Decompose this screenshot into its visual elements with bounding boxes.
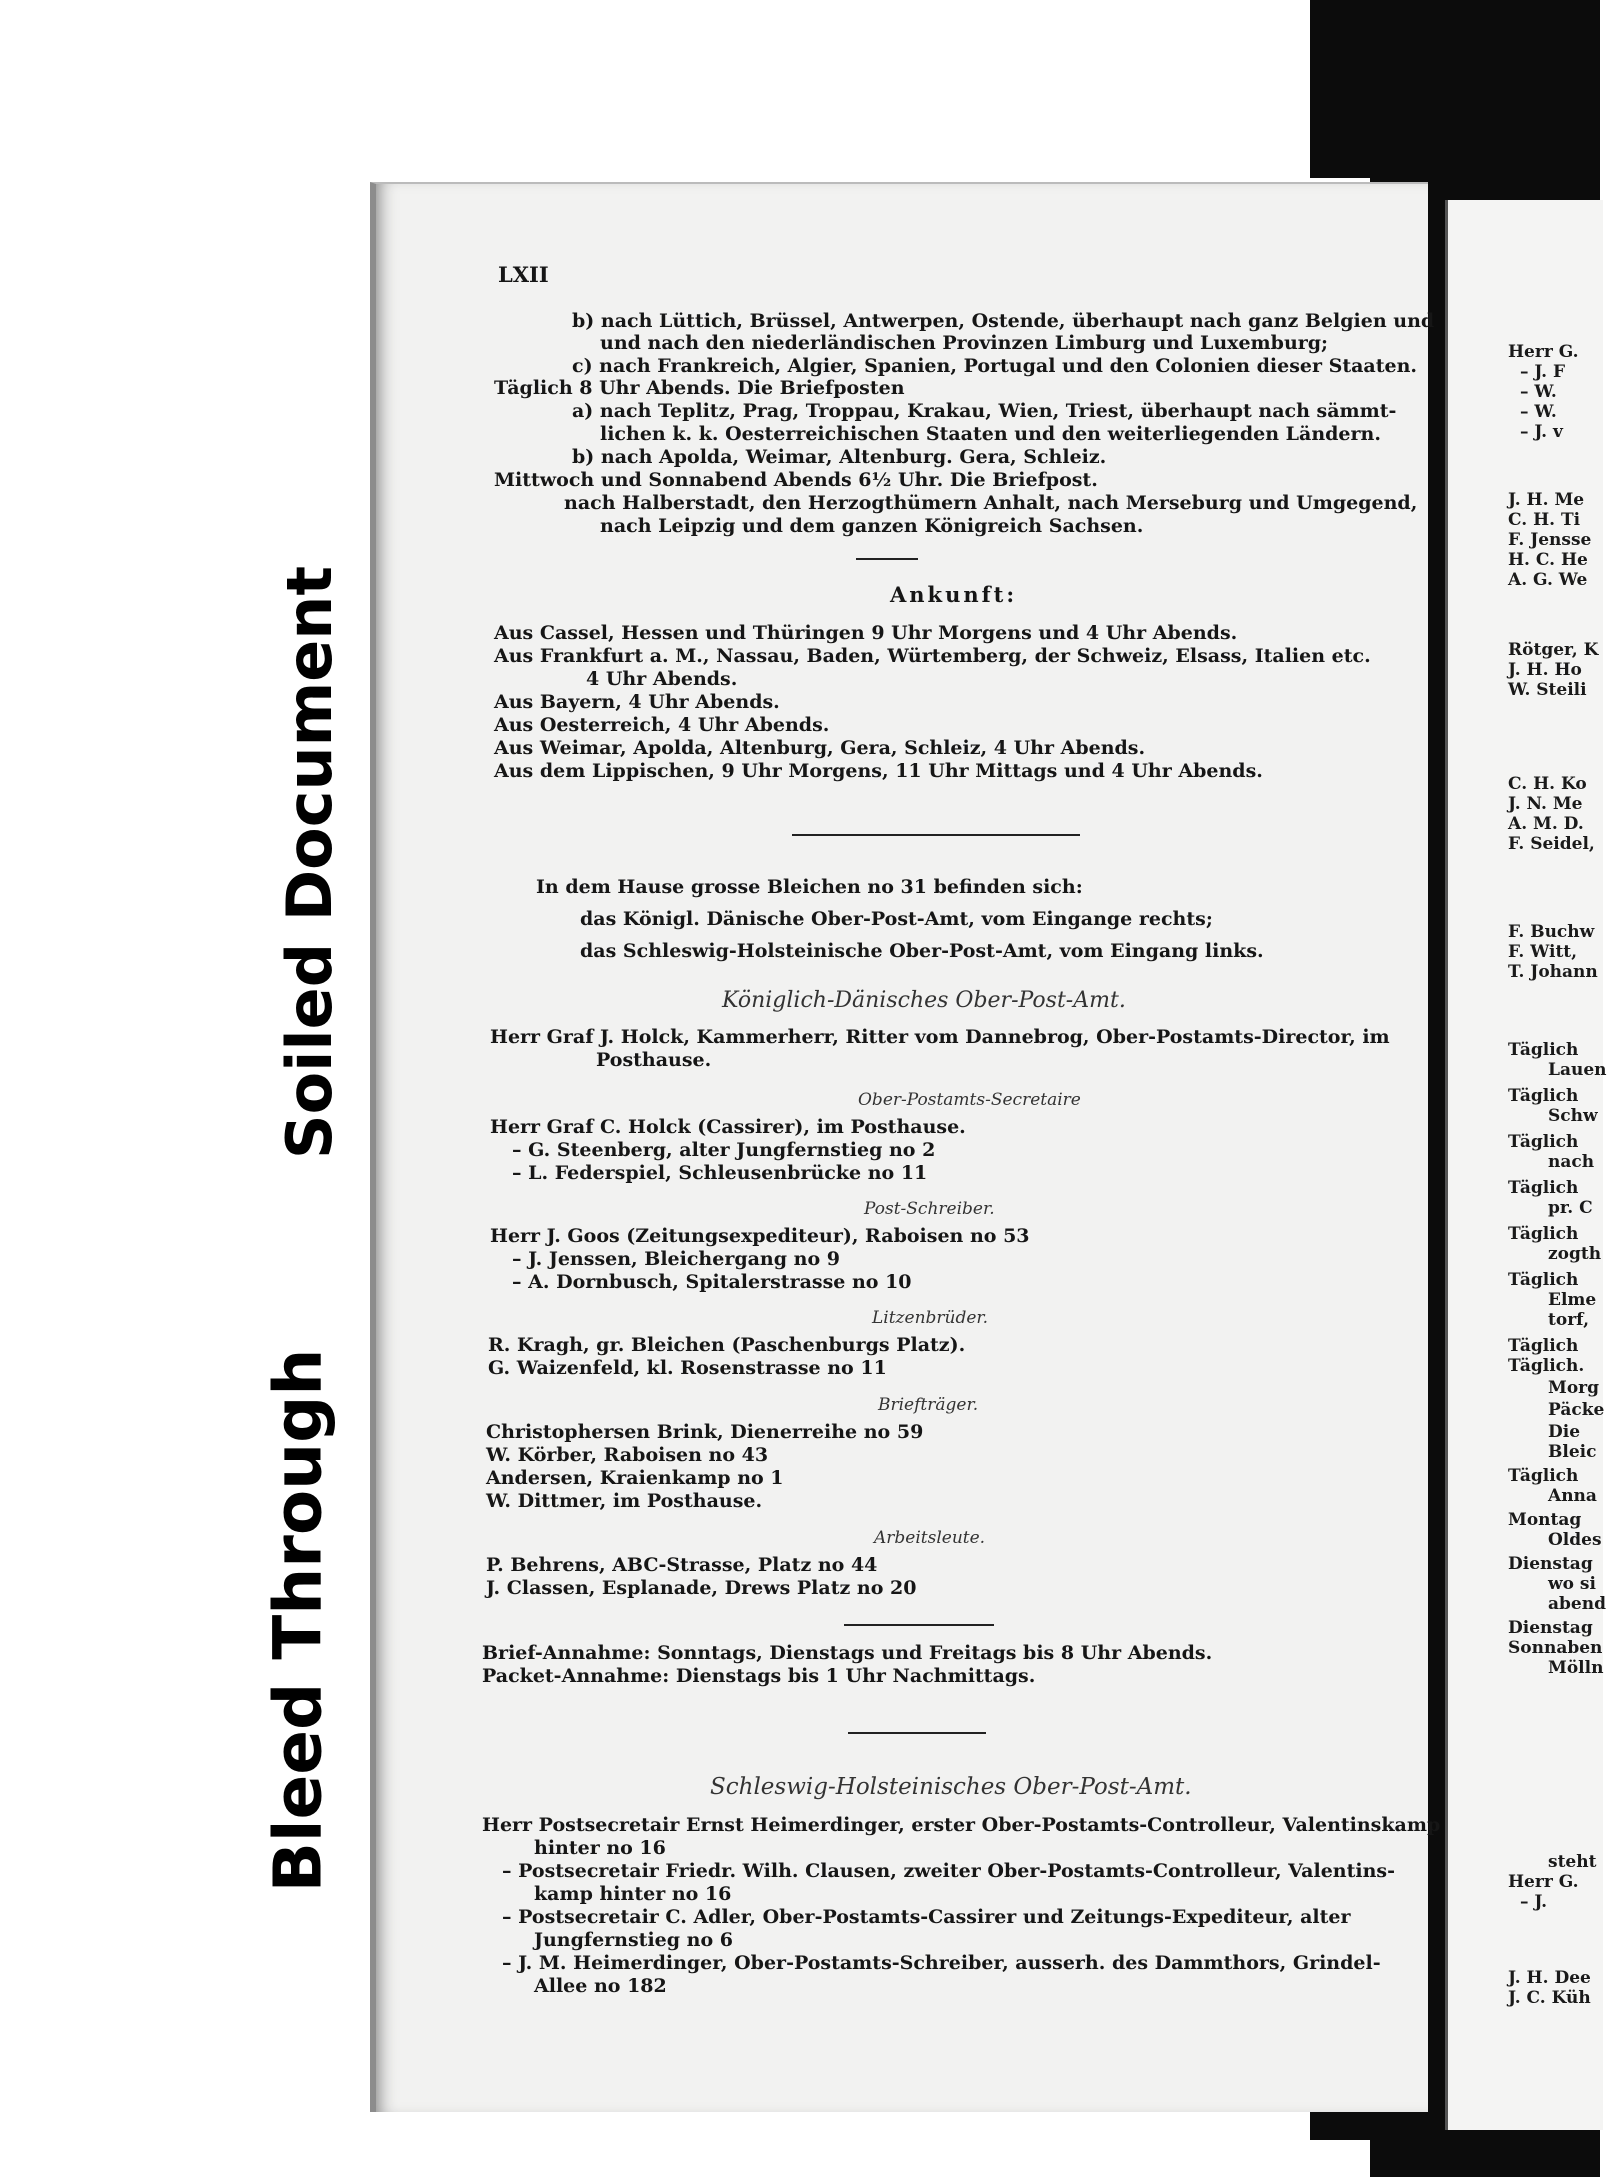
arrival-line: Aus Cassel, Hessen und Thüringen 9 Uhr Morgens und 4 Uhr Abends.: [494, 622, 1238, 644]
adjacent-page-line: Täglich: [1508, 1086, 1579, 1106]
adjacent-page-line: abend: [1548, 1594, 1606, 1614]
text-line: c) nach Frankreich, Algier, Spanien, Portugal und den Colonien dieser Staaten.: [572, 355, 1418, 377]
adjacent-page-line: Morg: [1548, 1378, 1599, 1398]
adjacent-page: [1445, 200, 1607, 2130]
staff-line: Herr Graf C. Holck (Cassirer), im Posthause.: [490, 1116, 966, 1138]
text-line: a) nach Teplitz, Prag, Troppau, Krakau, Wien, Triest, überhaupt nach sämmt-: [572, 400, 1397, 422]
staff-line: W. Dittmer, im Posthause.: [486, 1490, 763, 1512]
adjacent-page-line: Elme: [1548, 1290, 1597, 1310]
label-text: Bleed Through: [259, 1348, 337, 1892]
staff-line: – A. Dornbusch, Spitalerstrasse no 10: [512, 1271, 912, 1293]
arrival-line: Aus Weimar, Apolda, Altenburg, Gera, Schleiz, 4 Uhr Abends.: [494, 737, 1146, 759]
staff-line: W. Körber, Raboisen no 43: [486, 1444, 769, 1466]
adjacent-page-line: wo si: [1548, 1574, 1596, 1594]
adjacent-page-line: Herr G.: [1508, 1872, 1579, 1892]
divider: [848, 1732, 986, 1734]
staff-line: P. Behrens, ABC-Strasse, Platz no 44: [486, 1554, 878, 1576]
adjacent-page-line: J. C. Küh: [1508, 1988, 1591, 2008]
section-title-danish: Königlich-Dänisches Ober-Post-Amt.: [722, 988, 1126, 1013]
adjacent-page-line: F. Witt,: [1508, 942, 1578, 962]
text-line: b) nach Lüttich, Brüssel, Antwerpen, Ostende, überhaupt nach ganz Belgien und: [572, 310, 1435, 332]
staff-line: Herr J. Goos (Zeitungsexpediteur), Raboisen no 53: [490, 1225, 1030, 1247]
arrival-line: Aus dem Lippischen, 9 Uhr Morgens, 11 Uhr Mittags und 4 Uhr Abends.: [494, 760, 1263, 782]
adjacent-page-line: – W.: [1520, 402, 1557, 422]
adjacent-page-line: J. H. Dee: [1508, 1968, 1591, 1988]
arrival-line: Aus Oesterreich, 4 Uhr Abends.: [494, 714, 830, 736]
subsection-title: Post-Schreiber.: [864, 1199, 995, 1219]
staff-line: Christophersen Brink, Dienerreihe no 59: [486, 1421, 924, 1443]
adjacent-page-line: – J. F: [1520, 362, 1566, 382]
adjacent-page-line: Schw: [1548, 1106, 1598, 1126]
adjacent-page-line: Täglich: [1508, 1132, 1579, 1152]
divider: [792, 834, 1080, 836]
adjacent-page-line: – W.: [1520, 382, 1557, 402]
adjacent-page-line: T. Johann: [1508, 962, 1598, 982]
staff-line: kamp hinter no 16: [534, 1883, 732, 1905]
adjacent-page-line: J. N. Me: [1508, 794, 1583, 814]
subsection-title: Briefträger.: [878, 1395, 979, 1415]
director-line: Posthause.: [596, 1049, 712, 1071]
arrival-line: 4 Uhr Abends.: [586, 668, 738, 690]
adjacent-page-line: Montag: [1508, 1510, 1582, 1530]
staff-line: hinter no 16: [534, 1837, 666, 1859]
adjacent-page-line: J. H. Ho: [1508, 660, 1582, 680]
adjacent-page-line: Päcke: [1548, 1400, 1605, 1420]
adjacent-page-line: A. G. We: [1508, 570, 1588, 590]
staff-line: Andersen, Kraienkamp no 1: [486, 1467, 784, 1489]
adjacent-page-line: Rötger, K: [1508, 640, 1599, 660]
adjacent-page-line: Die: [1548, 1422, 1581, 1442]
staff-line: – J. Jenssen, Bleichergang no 9: [512, 1248, 840, 1270]
adjacent-page-line: Anna: [1548, 1486, 1597, 1506]
staff-line: G. Waizenfeld, kl. Rosenstrasse no 11: [488, 1357, 887, 1379]
text-line: lichen k. k. Oesterreichischen Staaten und den weiterliegenden Ländern.: [600, 423, 1381, 445]
house-line: In dem Hause grosse Bleichen no 31 befinden sich:: [536, 876, 1083, 898]
adjacent-page-line: torf,: [1548, 1310, 1590, 1330]
divider: [844, 1624, 994, 1626]
section-title-schleswig: Schleswig-Holsteinisches Ober-Post-Amt.: [710, 1774, 1192, 1800]
house-line: das Königl. Dänische Ober-Post-Amt, vom Eingange rechts;: [580, 908, 1213, 930]
adjacent-page-line: Dienstag: [1508, 1618, 1593, 1638]
text-line: Täglich 8 Uhr Abends. Die Briefposten: [494, 377, 905, 399]
staff-line: Jungfernstieg no 6: [534, 1929, 733, 1951]
adjacent-page-line: Täglich: [1508, 1040, 1579, 1060]
adjacent-page-line: Täglich: [1508, 1336, 1579, 1356]
staff-line: R. Kragh, gr. Bleichen (Paschenburgs Platz).: [488, 1334, 966, 1356]
arrival-line: Aus Frankfurt a. M., Nassau, Baden, Würtemberg, der Schweiz, Elsass, Italien etc.: [494, 645, 1371, 667]
text-line: und nach den niederländischen Provinzen Limburg und Luxemburg;: [600, 332, 1329, 354]
adjacent-page-line: C. H. Ko: [1508, 774, 1587, 794]
text-line: b) nach Apolda, Weimar, Altenburg. Gera, Schleiz.: [572, 446, 1107, 468]
subsection-title: Arbeitsleute.: [874, 1528, 986, 1548]
adjacent-page-line: J. H. Me: [1508, 490, 1585, 510]
adjacent-page-line: Täglich: [1508, 1224, 1579, 1244]
adjacent-page-line: steht: [1548, 1852, 1597, 1872]
arrival-line: Aus Bayern, 4 Uhr Abends.: [494, 691, 780, 713]
text-line: nach Halberstadt, den Herzogthümern Anhalt, nach Merseburg und Umgegend,: [564, 492, 1418, 514]
adjacent-page-line: F. Seidel,: [1508, 834, 1595, 854]
adjacent-page-line: C. H. Ti: [1508, 510, 1581, 530]
staff-line: Allee no 182: [534, 1975, 667, 1997]
staff-line: – G. Steenberg, alter Jungfernstieg no 2: [512, 1139, 936, 1161]
adjacent-page-line: – J. v: [1520, 422, 1563, 442]
page-number: LXII: [498, 262, 549, 287]
staff-line: – Postsecretair C. Adler, Ober-Postamts-Cassirer und Zeitungs-Expediteur, alter: [502, 1906, 1351, 1928]
adjacent-page-line: A. M. D.: [1508, 814, 1584, 834]
adjacent-page-line: Täglich: [1508, 1270, 1579, 1290]
adjacent-page-line: F. Buchw: [1508, 922, 1595, 942]
adjacent-page-line: Dienstag: [1508, 1554, 1593, 1574]
subsection-title: Litzenbrüder.: [872, 1308, 989, 1328]
document-page: [370, 182, 1441, 2112]
adjacent-page-line: Oldes: [1548, 1530, 1602, 1550]
staff-line: J. Classen, Esplanade, Drews Platz no 20: [486, 1577, 917, 1599]
text-line: Mittwoch und Sonnabend Abends 6½ Uhr. Die Briefpost.: [494, 469, 1098, 491]
staff-line: – Postsecretair Friedr. Wilh. Clausen, zweiter Ober-Postamts-Controlleur, Valentins-: [502, 1860, 1395, 1882]
staff-line: Herr Postsecretair Ernst Heimerdinger, erster Ober-Postamts-Controlleur, Valentinskamp: [482, 1814, 1441, 1836]
section-title-ankunft: Ankunft:: [890, 582, 1018, 607]
text-line: nach Leipzig und dem ganzen Königreich Sachsen.: [600, 515, 1144, 537]
subsection-title: Ober-Postamts-Secretaire: [858, 1090, 1081, 1110]
adjacent-page-line: Mölln: [1548, 1658, 1604, 1678]
adjacent-page-line: nach: [1548, 1152, 1595, 1172]
adjacent-page-line: H. C. He: [1508, 550, 1588, 570]
adjacent-page-line: Täglich: [1508, 1466, 1579, 1486]
adjacent-page-line: Lauen: [1548, 1060, 1607, 1080]
adjacent-page-line: – J.: [1520, 1892, 1548, 1912]
label-soiled-document: [251, 565, 369, 1160]
house-line: das Schleswig-Holsteinische Ober-Post-Amt, vom Eingang links.: [580, 940, 1264, 962]
label-text: Soiled Document: [273, 565, 347, 1160]
hours-line: Packet-Annahme: Dienstags bis 1 Uhr Nachmittags.: [482, 1665, 1036, 1687]
staff-line: – L. Federspiel, Schleusenbrücke no 11: [512, 1162, 928, 1184]
divider: [856, 558, 918, 560]
staff-line: – J. M. Heimerdinger, Ober-Postamts-Schreiber, ausserh. des Dammthors, Grindel-: [502, 1952, 1381, 1974]
adjacent-page-line: F. Jensse: [1508, 530, 1592, 550]
adjacent-page-line: pr. C: [1548, 1198, 1593, 1218]
adjacent-page-line: Täglich: [1508, 1178, 1579, 1198]
director-line: Herr Graf J. Holck, Kammerherr, Ritter vom Dannebrog, Ober-Postamts-Director, im: [490, 1026, 1390, 1048]
adjacent-page-line: W. Steili: [1508, 680, 1587, 700]
adjacent-page-line: Herr G.: [1508, 342, 1579, 362]
label-bleed-through: [226, 1320, 369, 1920]
adjacent-page-line: zogth: [1548, 1244, 1602, 1264]
adjacent-page-line: Sonnaben: [1508, 1638, 1603, 1658]
scanner-edge-gap: [1310, 2140, 1370, 2177]
adjacent-page-line: Bleic: [1548, 1442, 1597, 1462]
hours-line: Brief-Annahme: Sonntags, Dienstags und Freitags bis 8 Uhr Abends.: [482, 1642, 1213, 1664]
adjacent-page-line: Täglich.: [1508, 1356, 1585, 1376]
